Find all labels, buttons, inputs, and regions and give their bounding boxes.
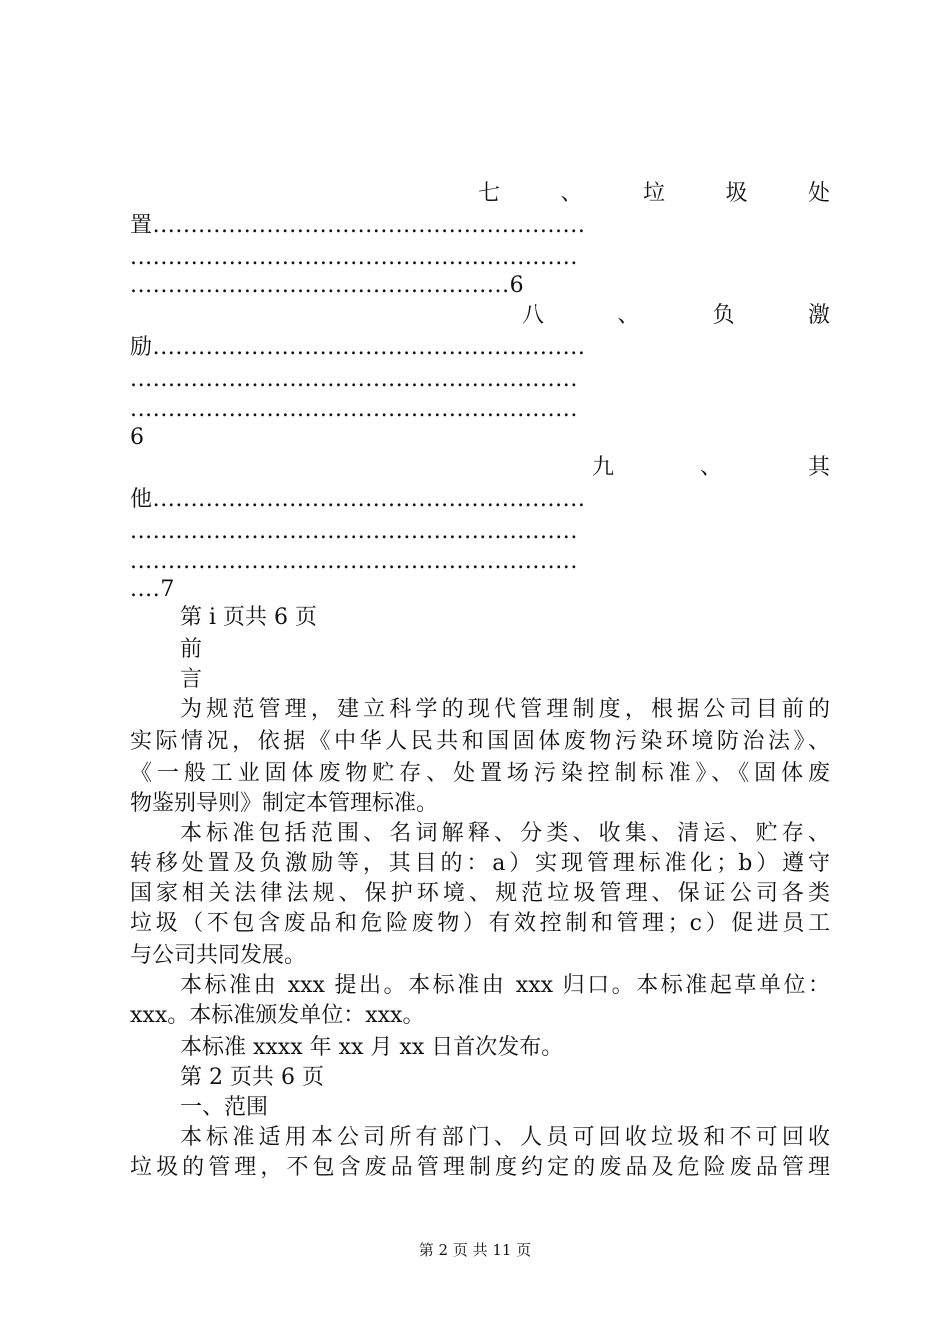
toc-entry-8-title-char: 激 <box>807 303 830 328</box>
toc-entry-8-leader: ........................................................... <box>130 397 578 422</box>
paragraph-line: 本标准 xxxx 年 xx 月 xx 日首次发布。 <box>180 1035 564 1060</box>
paragraph-line: 国家相关法律法规、保护环境、规范垃圾管理、保证公司各类 <box>130 881 830 906</box>
paragraph-line: 与公司共同发展。 <box>130 943 307 968</box>
toc-entry-8-page: 6 <box>130 425 145 450</box>
paragraph-line: 转移处置及负激励等，其目的：a）实现管理标准化；b）遵守 <box>130 851 830 876</box>
paragraph-line: 垃圾（不包含废品和危险废物）有效控制和管理；c）促进员工 <box>130 911 830 936</box>
preface-title: 前 <box>180 637 203 662</box>
page-footer: 第 2 页 共 11 页 <box>418 1241 532 1259</box>
page-marker: 第 2 页共 6 页 <box>180 1065 324 1090</box>
paragraph-line: 《一般工业固体废物贮存、处置场污染控制标准》、《固体废 <box>130 761 830 786</box>
paragraph-line: 本标准包括范围、名词解释、分类、收集、清运、贮存、 <box>180 821 830 846</box>
section-title: 一、范围 <box>180 1095 269 1120</box>
paragraph-line: xxx。本标准颁发单位：xxx。 <box>130 1003 425 1028</box>
paragraph-line: 本标准由 xxx 提出。本标准由 xxx 归口。本标准起草单位： <box>180 973 830 998</box>
paragraph-line: 本标准适用本公司所有部门、人员可回收垃圾和不可回收 <box>180 1125 830 1150</box>
toc-entry-7-heading <box>478 178 830 210</box>
toc-entry-9-heading <box>592 452 830 484</box>
toc-entry-9-page: ....7 <box>130 577 175 602</box>
paragraph-line: 为规范管理，建立科学的现代管理制度，根据公司目前的 <box>180 697 830 722</box>
toc-entry-7-leader: ..................................................6 <box>130 273 525 298</box>
toc-entry-9-number: 九 <box>592 455 615 480</box>
toc-entry-7-separator: 、 <box>560 181 583 206</box>
paragraph-line: 垃圾的管理，不包含废品管理制度约定的废品及危险废品管理 <box>130 1155 830 1180</box>
toc-entry-8-title-char: 负 <box>712 303 735 328</box>
toc-entry-9-separator: 、 <box>699 455 722 480</box>
page-marker: 第 i 页共 6 页 <box>180 605 318 630</box>
toc-entry-7-leader: ........................................................... <box>130 245 578 270</box>
toc-entry-7-leader: 置......................................................... <box>130 213 586 238</box>
toc-entry-8-number: 八 <box>522 303 545 328</box>
paragraph-line: 实际情况，依据《中华人民共和国固体废物污染环境防治法》、 <box>130 729 830 754</box>
toc-entry-7-title-char: 垃 <box>642 181 665 206</box>
toc-entry-9-leader: 他......................................................... <box>130 487 586 512</box>
toc-entry-8-leader: 励......................................................... <box>130 335 586 360</box>
paragraph-line: 物鉴别导则》制定本管理标准。 <box>130 791 439 816</box>
toc-entry-7-title-char: 圾 <box>725 181 748 206</box>
toc-entry-9-leader: ........................................................... <box>130 549 578 574</box>
toc-entry-8-separator: 、 <box>617 303 640 328</box>
preface-title: 言 <box>180 667 203 692</box>
toc-entry-7-number: 七 <box>478 181 501 206</box>
toc-entry-8-leader: ........................................................... <box>130 367 578 392</box>
toc-entry-8-heading <box>522 300 830 332</box>
toc-entry-7-title-char: 处 <box>807 181 830 206</box>
toc-entry-9-title-char: 其 <box>807 455 830 480</box>
toc-entry-9-leader: ........................................................... <box>130 519 578 544</box>
